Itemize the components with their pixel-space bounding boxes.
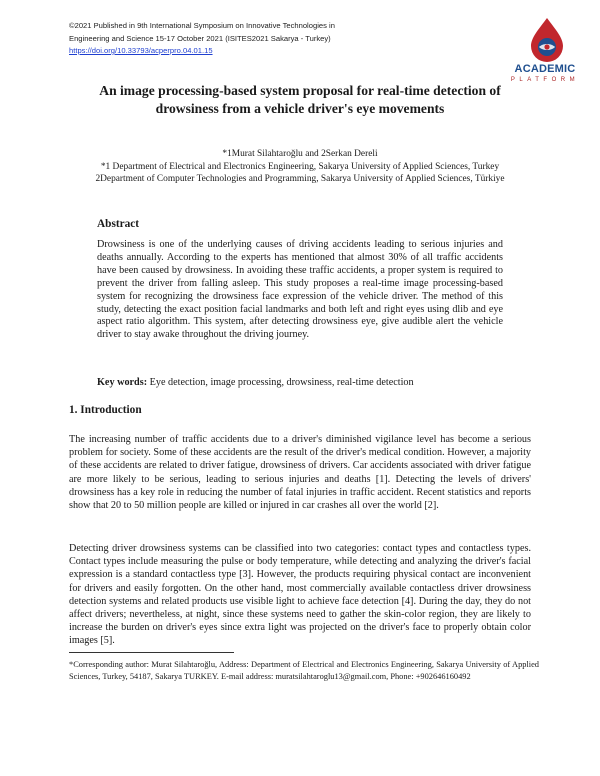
logo-subtitle-text: PLATFORM	[510, 77, 580, 83]
logo-brand-text: ACADEMIC	[514, 63, 576, 75]
corresponding-author-footnote: *Corresponding author: Murat Silahtaroğlu, Address: Department of Electrical and Electronics Engineering, Sakarya University of Applied Sciences, Turkey, 54187, Sakarya TURKEY. E-mail address: muratsilahtaroglu13@gmail.com, Phone: +902646160492	[69, 660, 539, 681]
publication-line-2: Engineering and Science 15-17 October 2021 (ISITES2021 Sakarya - Turkey)	[69, 33, 331, 43]
doi-link[interactable]: https://doi.org/10.33793/acperpro.04.01.15	[69, 46, 213, 55]
author-block	[60, 148, 540, 186]
keywords-label: Key words:	[97, 377, 148, 388]
publication-line-1: ©2021 Published in 9th International Symposium on Innovative Technologies in	[69, 21, 335, 30]
affiliation-2: 2Department of Computer Technologies and Programming, Sakarya University of Applied Sciences, Türkiye	[95, 174, 505, 184]
abstract-heading: Abstract	[97, 218, 140, 230]
paper-title: An image processing-based system proposal for real-time detection of drowsiness from a vehicle driver's eye movements	[99, 83, 501, 116]
author-names: *1Murat Silahtaroğlu and 2Serkan Dereli	[222, 149, 378, 159]
logo-emblem-icon	[527, 16, 567, 62]
introduction-heading: 1. Introduction	[69, 404, 142, 416]
footnote-divider	[69, 652, 234, 653]
introduction-paragraph-1: The increasing number of traffic accidents due to a driver's diminished vigilance level has become a serious problem for society. Some of these accidents are the result of the driver's medical condition. However, a majority of these accidents are related to driver fatigue, drowsiness of drivers. Car accidents associated with driver fatigue are more likely to be serious, leading to serious injuries and deaths [1]. Detecting the levels of drivers' drowsiness has a key role in reducing the number of fatal injuries in traffic accident. Recent statistics and reports show that 20 to 50 million people are killed or injured in car crashes all over the world [2].	[69, 434, 531, 512]
keywords	[97, 376, 517, 389]
affiliation-1: *1 Department of Electrical and Electronics Engineering, Sakarya University of Applied Sciences, Turkey	[100, 161, 500, 172]
introduction-paragraph-2: Detecting driver drowsiness systems can be classified into two categories: contact types and contactless types. Contact types include measuring the pulse or body temperature, while detecting and analyzing the driver's facial expression is a standard contactless type [3]. However, the products requiring physical contact are inconvenient for drivers and easily forgotten. On the other hand, most commercially available contactless driver drowsiness detection systems and related products use visible light to achieve face detection [4]. During the day, they do not affect drivers; nevertheless, at night, since these systems need to gather the skin-color region, they are likely to increase the burden on driver's eyes since extra light was projected on the driver's face to properly obtain color images [5].	[69, 543, 531, 647]
keywords-text: Eye detection, image processing, drowsiness, real-time detection	[149, 377, 414, 388]
publication-info	[69, 20, 409, 58]
abstract-body: Drowsiness is one of the underlying causes of driving accidents leading to serious injuries and deaths annually. According to the experts has mentioned that almost 30% of all traffic accidents have been caused by drowsiness. In avoiding these traffic accidents, a proper system is required to prevent the driver from falling asleep. This study proposes a real-time image processing-based system for recognizing the drowsiness face expression of the vehicle driver. The method of this study, detecting the exact position facial landmarks and both left and right eyes using dlib and eye aspect ratio algorithm. This system, after detecting drowsiness eye, give audible alert the vehicle driver to stay awake throughout the driving journey.	[97, 239, 503, 341]
